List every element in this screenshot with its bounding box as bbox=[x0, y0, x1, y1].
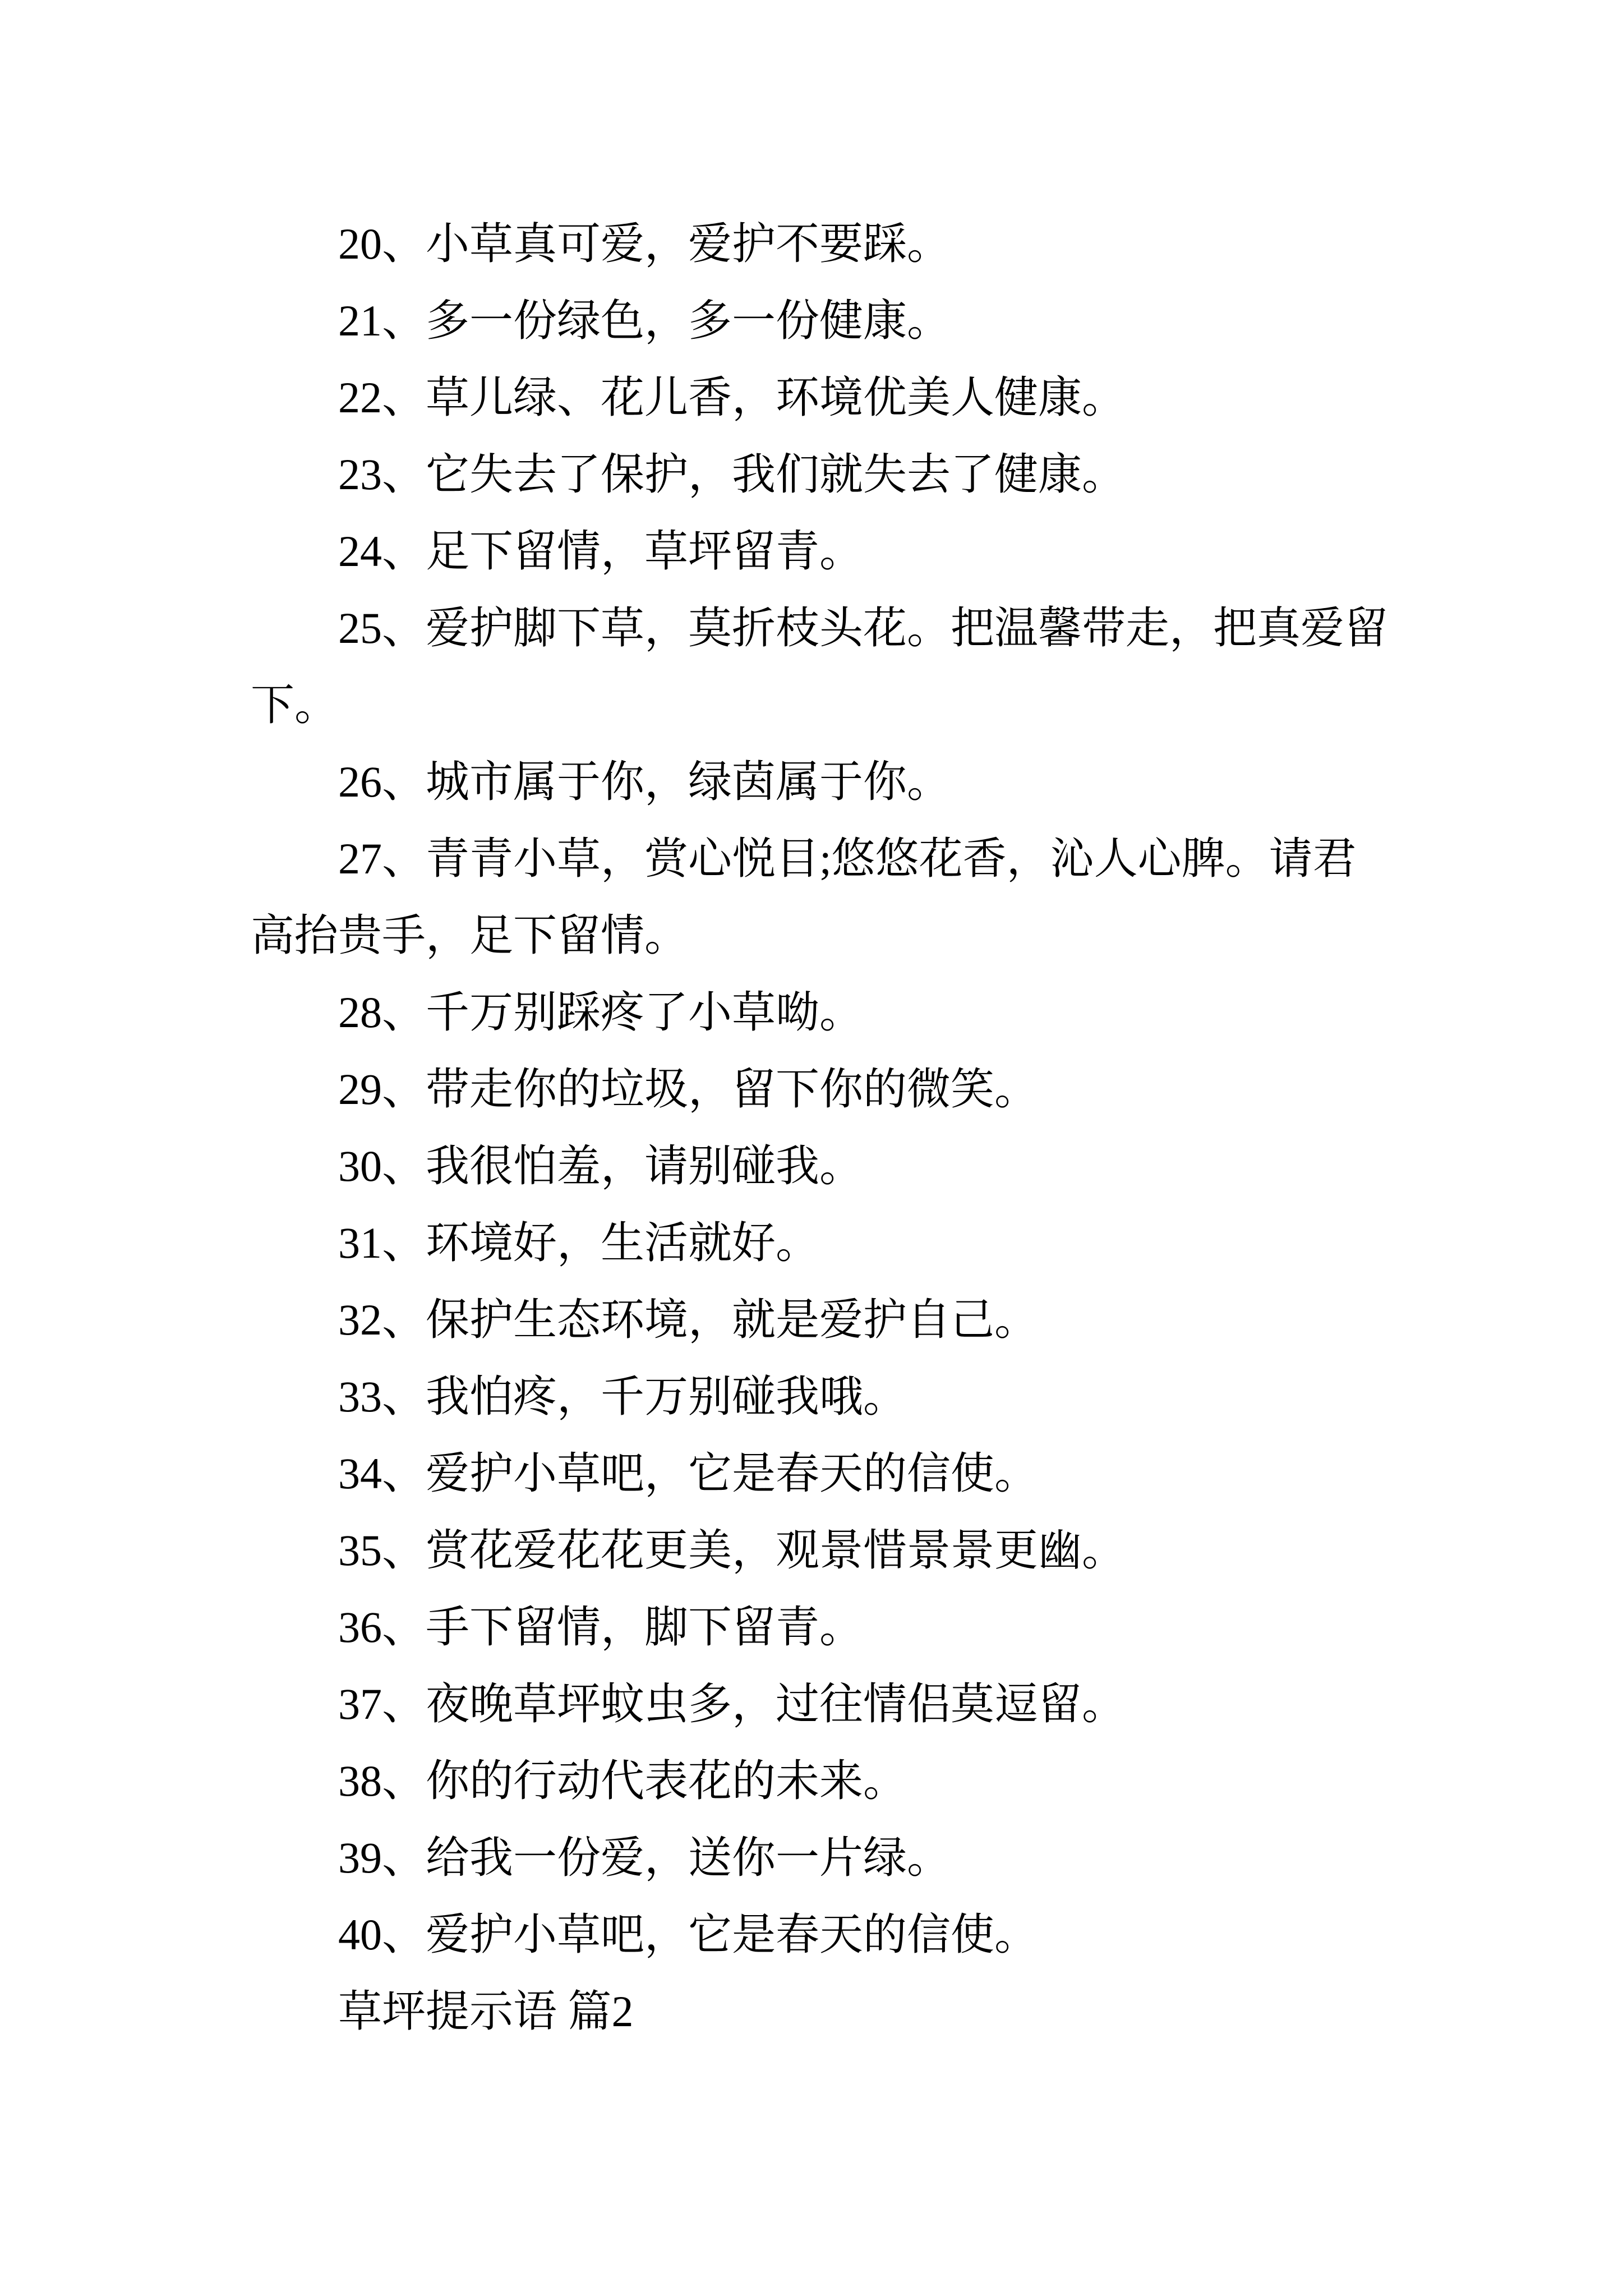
list-item bbox=[251, 1358, 1428, 1435]
list-item bbox=[251, 1589, 1428, 1665]
list-item-text: 26、城市属于你，绿茵属于你。 bbox=[338, 757, 951, 806]
list-item-text-continued: 高抬贵手，足下留情。 bbox=[251, 911, 689, 960]
section-heading: 草坪提示语 篇2 bbox=[338, 1987, 634, 2036]
list-item-text: 39、给我一份爱，送你一片绿。 bbox=[338, 1833, 951, 1882]
list-item-text: 25、爱护脚下草，莫折枝头花。把温馨带走，把真爱留 bbox=[338, 604, 1389, 652]
list-item bbox=[251, 974, 1428, 1051]
document-body bbox=[251, 205, 1428, 2050]
list-item-text: 30、我很怕羞，请别碰我。 bbox=[338, 1142, 864, 1190]
list-item-text: 37、夜晚草坪蚊虫多，过往情侣莫逗留。 bbox=[338, 1680, 1126, 1728]
list-item bbox=[251, 1665, 1428, 1742]
list-item-text: 32、保护生态环境，就是爱护自己。 bbox=[338, 1295, 1039, 1344]
list-item bbox=[251, 1512, 1428, 1589]
list-item-text: 29、带走你的垃圾，留下你的微笑。 bbox=[338, 1065, 1039, 1114]
list-item bbox=[251, 1742, 1428, 1819]
list-item-text: 34、爱护小草吧，它是春天的信使。 bbox=[338, 1449, 1039, 1498]
list-item bbox=[251, 1819, 1428, 1896]
list-item bbox=[251, 436, 1428, 513]
list-item-text: 23、它失去了保护，我们就失去了健康。 bbox=[338, 450, 1126, 499]
list-item-text: 20、小草真可爱，爱护不要踩。 bbox=[338, 219, 951, 268]
list-item bbox=[251, 1435, 1428, 1512]
list-item bbox=[251, 820, 1428, 974]
list-item bbox=[251, 1204, 1428, 1281]
list-item bbox=[251, 359, 1428, 436]
list-item bbox=[251, 1051, 1428, 1128]
list-item bbox=[251, 743, 1428, 820]
list-item bbox=[251, 282, 1428, 359]
list-item-text: 38、你的行动代表花的未来。 bbox=[338, 1756, 907, 1805]
list-item-text: 40、爱护小草吧，它是春天的信使。 bbox=[338, 1910, 1039, 1959]
list-item bbox=[251, 513, 1428, 590]
list-item-text: 21、多一份绿色，多一份健康。 bbox=[338, 296, 951, 345]
list-item-text: 24、足下留情，草坪留青。 bbox=[338, 527, 864, 576]
list-item-text: 36、手下留情，脚下留青。 bbox=[338, 1603, 864, 1651]
list-item bbox=[251, 1281, 1428, 1358]
list-item-text: 31、环境好，生活就好。 bbox=[338, 1218, 820, 1267]
list-item-text-continued: 下。 bbox=[251, 680, 339, 729]
list-item bbox=[251, 590, 1428, 743]
list-item-text: 33、我怕疼，千万别碰我哦。 bbox=[338, 1372, 907, 1421]
list-item bbox=[251, 1896, 1428, 1973]
list-item bbox=[251, 205, 1428, 282]
list-item-text: 28、千万别踩疼了小草呦。 bbox=[338, 988, 864, 1037]
list-item-text: 27、青青小草，赏心悦目;悠悠花香，沁人心脾。请君 bbox=[338, 834, 1357, 883]
list-item bbox=[251, 1128, 1428, 1204]
list-item-text: 35、赏花爱花花更美，观景惜景景更幽。 bbox=[338, 1526, 1126, 1575]
list-item-text: 22、草儿绿、花儿香，环境优美人健康。 bbox=[338, 373, 1126, 422]
